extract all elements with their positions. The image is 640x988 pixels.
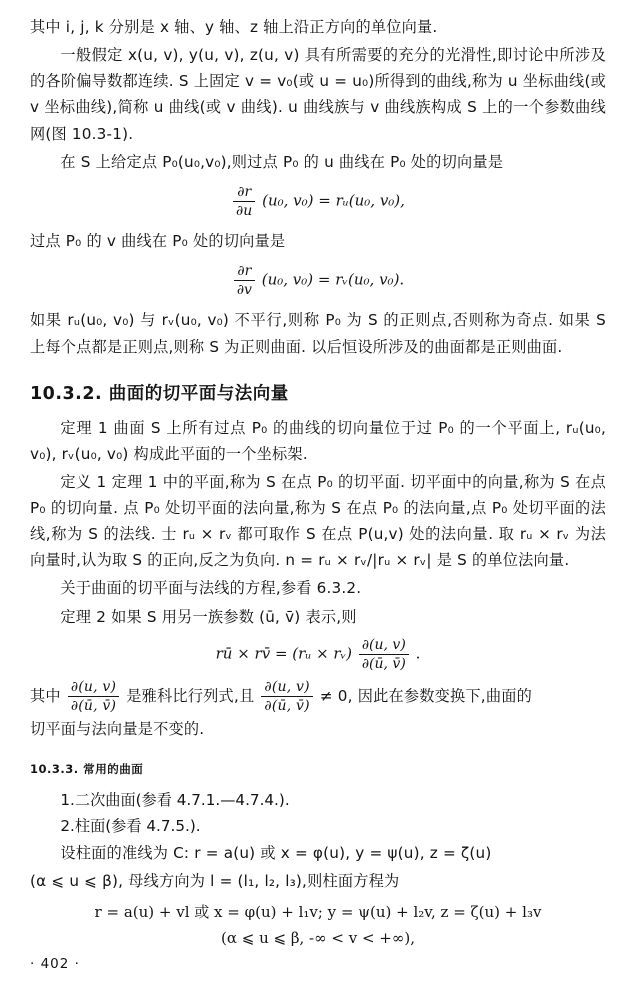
fraction-numerator: ∂(u, v) bbox=[261, 679, 312, 697]
fraction-denominator: ∂u bbox=[236, 202, 253, 219]
section-heading-10-3-3: 10.3.3. 常用的曲面 bbox=[30, 762, 144, 777]
theorem-2: 定理 2 如果 S 用另一族参数 (ū, v̄) 表示,则 bbox=[60, 607, 357, 626]
jacobian-fraction-inline-1 bbox=[68, 679, 119, 714]
equation-3-end: . bbox=[415, 644, 421, 663]
paragraph-8-a: 设柱面的准线为 C: r = a(u) 或 x = φ(u), y = ψ(u), z = ζ(u) bbox=[60, 843, 492, 862]
paragraph-4: 过点 P₀ 的 v 曲线在 P₀ 处的切向量是 bbox=[30, 232, 286, 251]
paragraph-1: 其中 i, j, k 分别是 x 轴、y 轴、z 轴上沿正方向的单位向量. bbox=[30, 18, 438, 36]
fraction-denominator: ∂(ū, v̄) bbox=[361, 655, 406, 672]
paragraph-3: 在 S 上给定点 P₀(u₀,v₀),则过点 P₀ 的 u 曲线在 P₀ 处的切向量是 bbox=[60, 152, 504, 171]
fraction-numerator: ∂r bbox=[234, 263, 255, 281]
paragraph-2: 一般假定 x(u, v), y(u, v), z(u, v) 具有所需要的充分的光滑性,即讨论中所涉及的各阶偏导数都连续. S 上固定 v = v₀(或 u = u₀)所得到的曲线,称为 u 坐标曲线(或 v 坐标曲线),简称 u 曲线(或 v 曲线). u 曲线族与 v 曲线族构成 S 上的一个参数曲线网(图 10.3-1). bbox=[30, 46, 606, 143]
paragraph-7-part-a: 其中 bbox=[30, 687, 61, 706]
paragraph-6: 关于曲面的切平面与法线的方程,参看 6.3.2. bbox=[60, 579, 362, 598]
page-number: · 402 · bbox=[30, 956, 80, 972]
equation-jacobian-transform bbox=[30, 637, 606, 672]
paragraph-7-part-d: 切平面与法向量是不变的. bbox=[30, 720, 205, 739]
fraction-numerator: ∂(u, v) bbox=[68, 679, 119, 697]
fraction-denominator: ∂v bbox=[236, 282, 252, 299]
list-item-2: 2.柱面(参看 4.7.5.). bbox=[60, 817, 201, 836]
section-heading-10-3-2: 10.3.2. 曲面的切平面与法向量 bbox=[30, 383, 289, 404]
partial-r-partial-u-fraction bbox=[233, 184, 255, 219]
equation-dv-rest: (u₀, v₀) = rᵥ(u₀, v₀). bbox=[261, 270, 405, 289]
partial-r-partial-v-fraction bbox=[234, 263, 255, 298]
paragraph-8-b: (α ⩽ u ⩽ β), 母线方向为 l = (l₁, l₂, l₃),则柱面方程为 bbox=[30, 871, 400, 890]
equation-3-left: rū × rv̄ = (rᵤ × rᵥ) bbox=[215, 644, 353, 663]
equation-du-rest: (u₀, v₀) = rᵤ(u₀, v₀), bbox=[262, 191, 405, 210]
jacobian-fraction bbox=[359, 637, 409, 672]
definition-1: 定义 1 定理 1 中的平面,称为 S 在点 P₀ 的切平面. 切平面中的向量,称为 S 在点 P₀ 的切向量. 点 P₀ 处切平面的法向量,称为 S 在点 P₀ 的法向量,点 P₀ 处切平面的法线,称为 S 的法线. 士 rᵤ × rᵥ 都可取作 S 在点 P(u,v) 处的法向量. 取 rᵤ × rᵥ 为法向量时,认为取 S 的正向,反之为负向. n = rᵤ × rᵥ/|rᵤ × rᵥ| 是 S 的单位法向量. bbox=[30, 472, 606, 570]
equation-dv bbox=[30, 263, 606, 298]
theorem-1: 定理 1 曲面 S 上所有过点 P₀ 的曲线的切向量位于过 P₀ 的一个平面上, rᵤ(u₀, v₀), rᵥ(u₀, v₀) 构成此平面的一个坐标架. bbox=[30, 418, 606, 463]
equation-cylinder: r = a(u) + vl 或 x = φ(u) + l₁v; y = ψ(u) + l₂v, z = ζ(u) + l₃v bbox=[94, 902, 542, 921]
fraction-denominator: ∂(ū, v̄) bbox=[264, 698, 310, 715]
fraction-numerator: ∂r bbox=[233, 184, 255, 202]
paragraph-5: 如果 rᵤ(u₀, v₀) 与 rᵥ(u₀, v₀) 不平行,则称 P₀ 为 S 的正则点,否则称为奇点. 如果 S 上每个点都是正则点,则称 S 为正则曲面. 以后恒设所涉及的曲面都是正则曲面. bbox=[30, 311, 606, 356]
equation-du bbox=[30, 184, 606, 219]
fraction-numerator: ∂(u, v) bbox=[359, 637, 409, 655]
equation-cylinder-range: (α ⩽ u ⩽ β, -∞ < v < +∞), bbox=[221, 928, 415, 947]
jacobian-fraction-inline-2 bbox=[261, 679, 312, 714]
paragraph-7 bbox=[30, 679, 606, 714]
paragraph-7-part-b: 是雅科比行列式,且 bbox=[126, 687, 255, 706]
list-item-1: 1.二次曲面(参看 4.7.1.—4.7.4.). bbox=[60, 791, 290, 810]
fraction-denominator: ∂(ū, v̄) bbox=[70, 698, 117, 715]
paragraph-7-part-c: ≠ 0, 因此在参数变换下,曲面的 bbox=[319, 687, 532, 706]
